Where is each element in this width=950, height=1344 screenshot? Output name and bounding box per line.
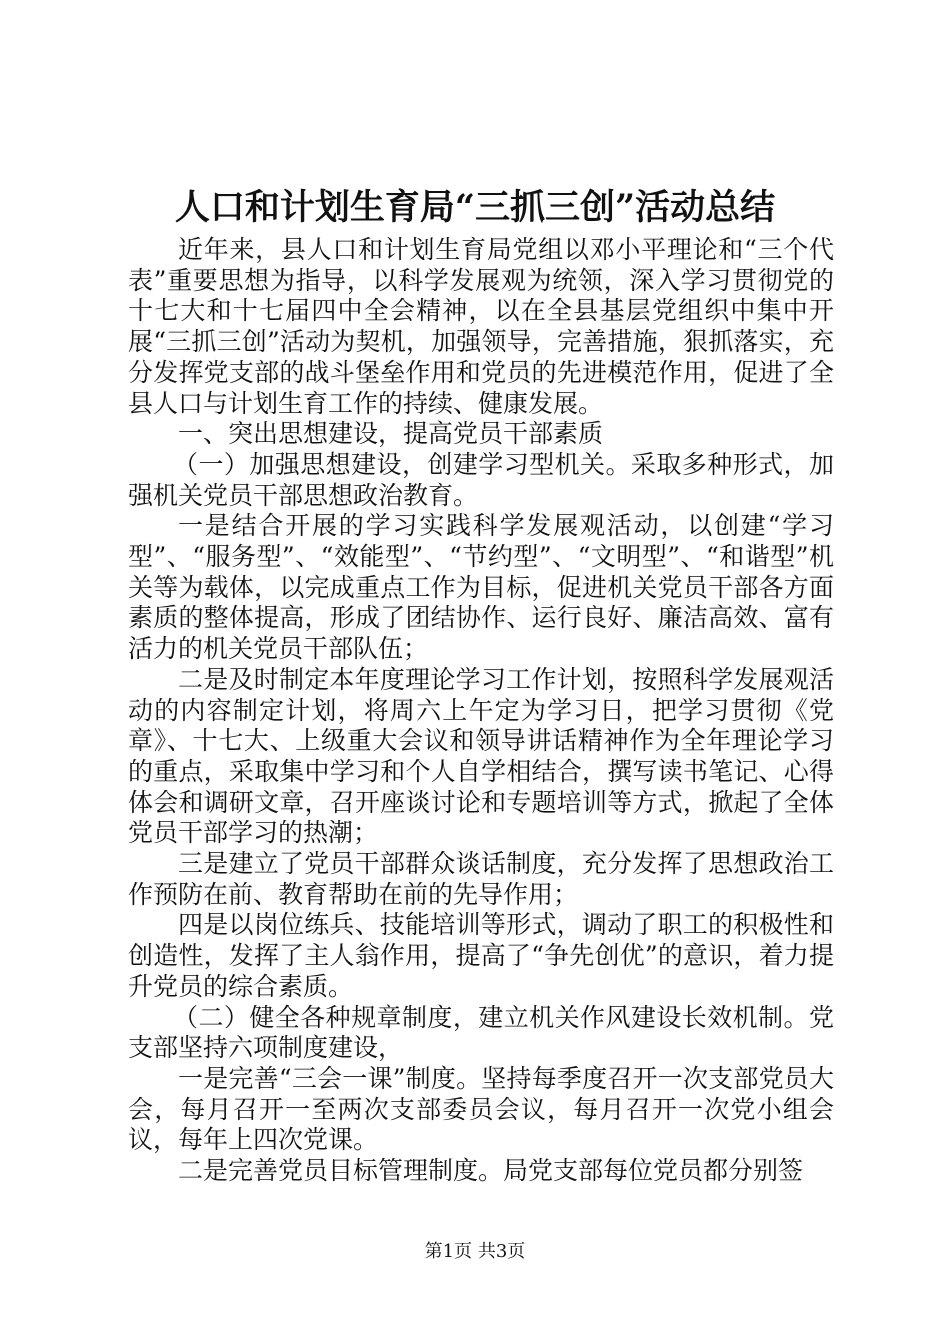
document-title: 人口和计划生育局“三抓三创”活动总结 — [174, 187, 776, 228]
paragraph-intro: 近年来，县人口和计划生育局党组以邓小平理论和“三个代表”重要思想为指导，以科学发展观为统领，深入学习贯彻党的十七大和十七届四中全会精神，以在全县基层党组织中集中开展“三抓三创”活动为契机，加强领导，完善措施，狠抓落实，充分发挥党支部的战斗堡垒作用和党员的先进模范作用，促进了全县人口与计划生育工作的持续、健康发展。 — [128, 235, 834, 418]
paragraph-item-4: 四是以岗位练兵、技能培训等形式，调动了职工的积极性和创造性，发挥了主人翁作用，提高了“争先创优”的意识，着力提升党员的综合素质。 — [128, 910, 834, 1001]
paragraph-item-6: 二是完善党员目标管理制度。局党支部每位党员都分别签 — [178, 1156, 804, 1186]
subsection-heading-1: （一）加强思想建设，创建学习型机关。采取多种形式，加强机关党员干部思想政治教育。 — [128, 449, 834, 510]
subsection-heading-2: （二）健全各种规章制度，建立机关作风建设长效机制。党支部坚持六项制度建设， — [128, 1002, 834, 1063]
paragraph-item-3: 三是建立了党员干部群众谈话制度，充分发挥了思想政治工作预防在前、教育帮助在前的先导作用； — [128, 849, 834, 909]
paragraph-item-2: 二是及时制定本年度理论学习工作计划，按照科学发展观活动的内容制定计划，将周六上午定为学习日，把学习贯彻《党章》、十七大、上级重大会议和领导讲话精神作为全年理论学习的重点，采取集中学习和个人自学相结合，撰写读书笔记、心得体会和调研文章，召开座谈讨论和专题培训等方式，掀起了全体党员干部学习的热潮； — [128, 664, 834, 848]
section-heading-1: 一、突出思想建设，提高党员干部素质 — [178, 419, 604, 449]
document-body — [128, 235, 834, 1187]
page-indicator: 第1页 共3页 — [424, 1241, 526, 1262]
paragraph-item-1: 一是结合开展的学习实践科学发展观活动，以创建“学习型”、“服务型”、“效能型”、“节约型”、“文明型”、“和谐型”机关等为载体，以完成重点工作为目标，促进机关党员干部各方面素质的整体提高，形成了团结协作、运行良好、廉洁高效、富有活力的机关党员干部队伍； — [128, 511, 834, 664]
paragraph-item-5: 一是完善“三会一课”制度。坚持每季度召开一次支部党员大会，每月召开一至两次支部委员会议，每月召开一次党小组会议，每年上四次党课。 — [128, 1063, 834, 1155]
